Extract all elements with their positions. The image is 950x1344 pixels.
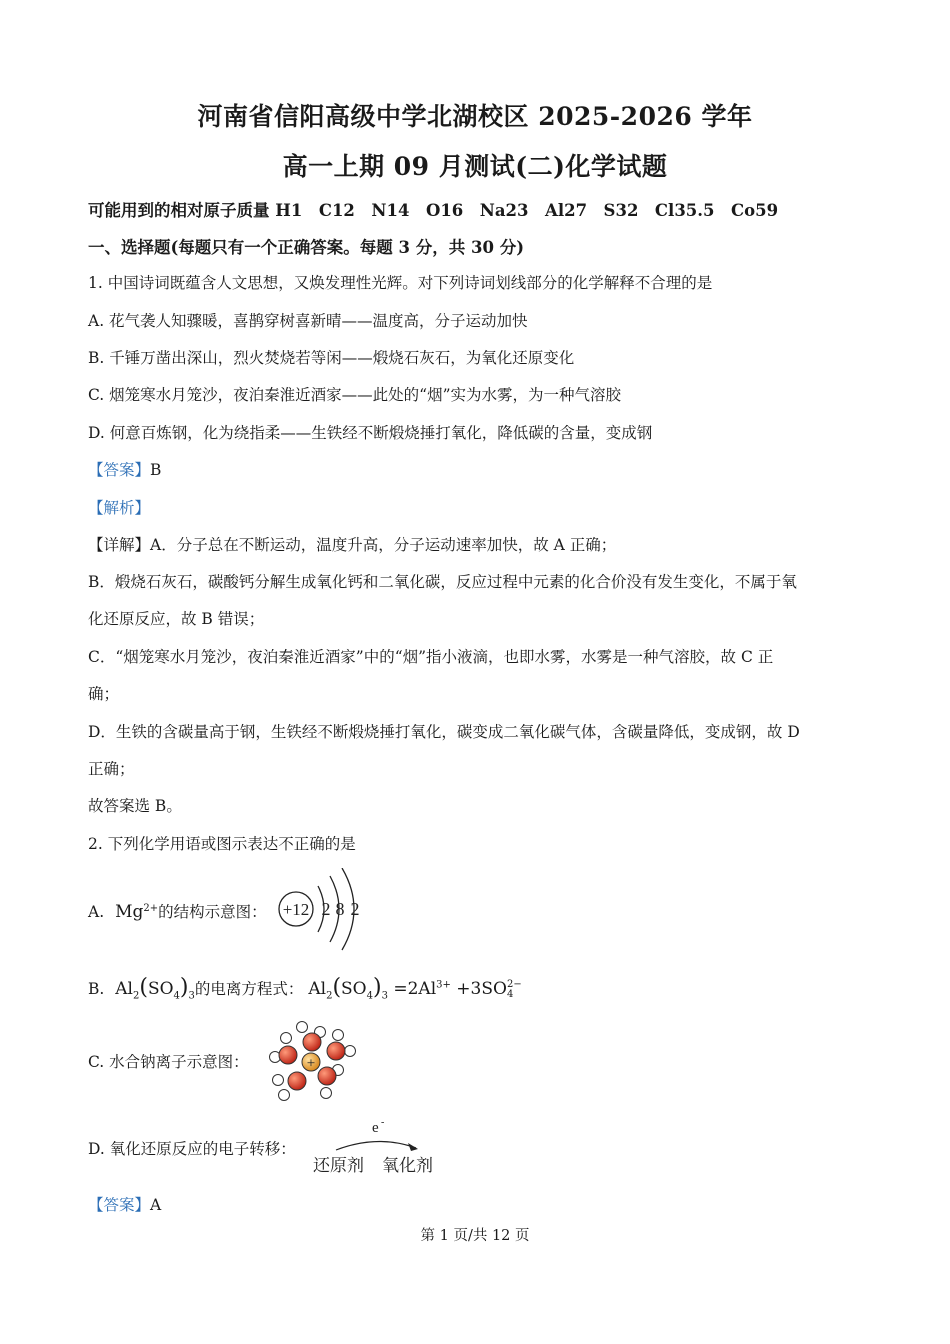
- q1-detail-c2: 确；: [88, 685, 120, 703]
- q2-answer: [88, 1193, 161, 1215]
- answer-tag: 【答案】: [88, 461, 151, 479]
- q1-detail-d1: D．生铁的含碳量高于钢，生铁经不断煅烧捶打氧化，碳变成二氧化碳气体，含碳量降低，变成钢，故 D: [88, 723, 800, 741]
- answer-value: B: [150, 461, 162, 479]
- mg-structure-diagram: [272, 868, 372, 953]
- mg-charge: 2+: [143, 902, 159, 914]
- shell-1-electrons: 2: [321, 899, 331, 919]
- q1-option-b: B. 千锤万凿出深山，烈火焚烧若等闲——煅烧石灰石，为氧化还原变化: [88, 349, 575, 367]
- detail-a-text: A．分子总在不断运动，温度升高，分子运动速率加快，故 A 正确；: [150, 536, 617, 554]
- answer-value: A: [150, 1196, 162, 1214]
- al2so43-formula: $Al_2(SO_4)_3$: [115, 975, 195, 1002]
- q1-option-d: D. 何意百炼钢，化为绕指柔——生铁经不断煅烧捶打氧化，降低碳的含量，变成钢: [88, 424, 653, 442]
- q2-stem: 2. 下列化学用语或图示表达不正确的是: [88, 835, 356, 853]
- q2-option-d: D. 氧化还原反应的电子转移：: [88, 1140, 296, 1158]
- reducer-label: 还原剂: [313, 1156, 364, 1175]
- q1-detail-a: [88, 533, 616, 555]
- h-atom: [279, 1090, 290, 1101]
- h-atom: [281, 1033, 292, 1044]
- title-line-1: 河南省信阳高级中学北湖校区 2025-2026 学年: [197, 102, 753, 131]
- h-atom: [333, 1030, 344, 1041]
- o-atom: [303, 1033, 321, 1051]
- shell-2-electrons: 8: [335, 899, 345, 919]
- q1-analysis-tag: 【解析】: [88, 499, 151, 517]
- q2-option-b: [88, 975, 522, 1001]
- o-atom: [318, 1067, 336, 1085]
- o-atom: [279, 1046, 297, 1064]
- ionization-equation: $Al_2(SO_4)_3 =2Al^{3+} +3SO$ 2− 4: [308, 975, 522, 1002]
- na-charge: +: [306, 1055, 316, 1072]
- section-heading: 一、选择题(每题只有一个正确答案。每题 3 分，共 30 分): [88, 238, 525, 257]
- q1-option-a: A. 花气袭人知骤暖，喜鹊穿树喜新晴——温度高，分子运动加快: [88, 312, 528, 330]
- option-a-label: A.: [88, 903, 105, 921]
- electron-sup: -: [381, 1117, 385, 1128]
- transfer-arrow: [336, 1141, 416, 1150]
- q1-detail-b2: 化还原反应，故 B 错误；: [88, 610, 265, 628]
- answer-tag: 【答案】: [88, 1196, 151, 1214]
- option-a-text: 的结构示意图：: [158, 903, 267, 921]
- title-line-2: 高一上期 09 月测试(二)化学试题: [282, 152, 668, 181]
- q2-option-a: [88, 900, 267, 922]
- mg-ion: Mg: [115, 902, 144, 922]
- detail-tag: 【详解】: [88, 536, 151, 554]
- atomic-masses: 可能用到的相对原子质量 H1 C12 N14 O16 Na23 Al27 S32 Cl35.5 Co59: [88, 201, 779, 220]
- o-atom: [288, 1072, 306, 1090]
- arrow-head: [408, 1143, 418, 1151]
- h-atom: [321, 1088, 332, 1099]
- option-b-text: 的电离方程式：: [194, 980, 304, 998]
- h-atom: [297, 1022, 308, 1033]
- h-atom: [345, 1046, 356, 1057]
- hydrated-sodium-diagram: [264, 1020, 360, 1102]
- option-b-label: B.: [88, 980, 105, 998]
- electron-transfer-diagram: [308, 1114, 448, 1179]
- q1-stem: 1. 中国诗词既蕴含人文思想，又焕发理性光辉。对下列诗词划线部分的化学解释不合理的是: [88, 274, 713, 292]
- q1-option-c: C. 烟笼寒水月笼沙，夜泊秦淮近酒家——此处的“烟”实为水雾，为一种气溶胶: [88, 386, 622, 404]
- h-atom: [273, 1075, 284, 1086]
- page-footer: 第 1 页/共 12 页: [420, 1228, 530, 1244]
- q1-detail-d2: 正确；: [88, 760, 135, 778]
- shell-3-electrons: 2: [350, 899, 360, 919]
- electron-label: e: [372, 1120, 379, 1136]
- nucleus-label: +12: [282, 900, 310, 919]
- q1-answer: [88, 458, 161, 480]
- q1-conclusion: 故答案选 B。: [88, 797, 182, 815]
- q2-option-c: C. 水合钠离子示意图：: [88, 1053, 249, 1071]
- q1-detail-c1: C．“烟笼寒水月笼沙，夜泊秦淮近酒家”中的“烟”指小液滴，也即水雾，水雾是一种气溶胶，故 C 正: [88, 648, 774, 666]
- q1-detail-b1: B．煅烧石灰石，碳酸钙分解生成氧化钙和二氧化碳，反应过程中元素的化合价没有发生变化，不属于氧: [88, 573, 797, 591]
- o-atom: [327, 1042, 345, 1060]
- oxidizer-label: 氧化剂: [382, 1156, 433, 1175]
